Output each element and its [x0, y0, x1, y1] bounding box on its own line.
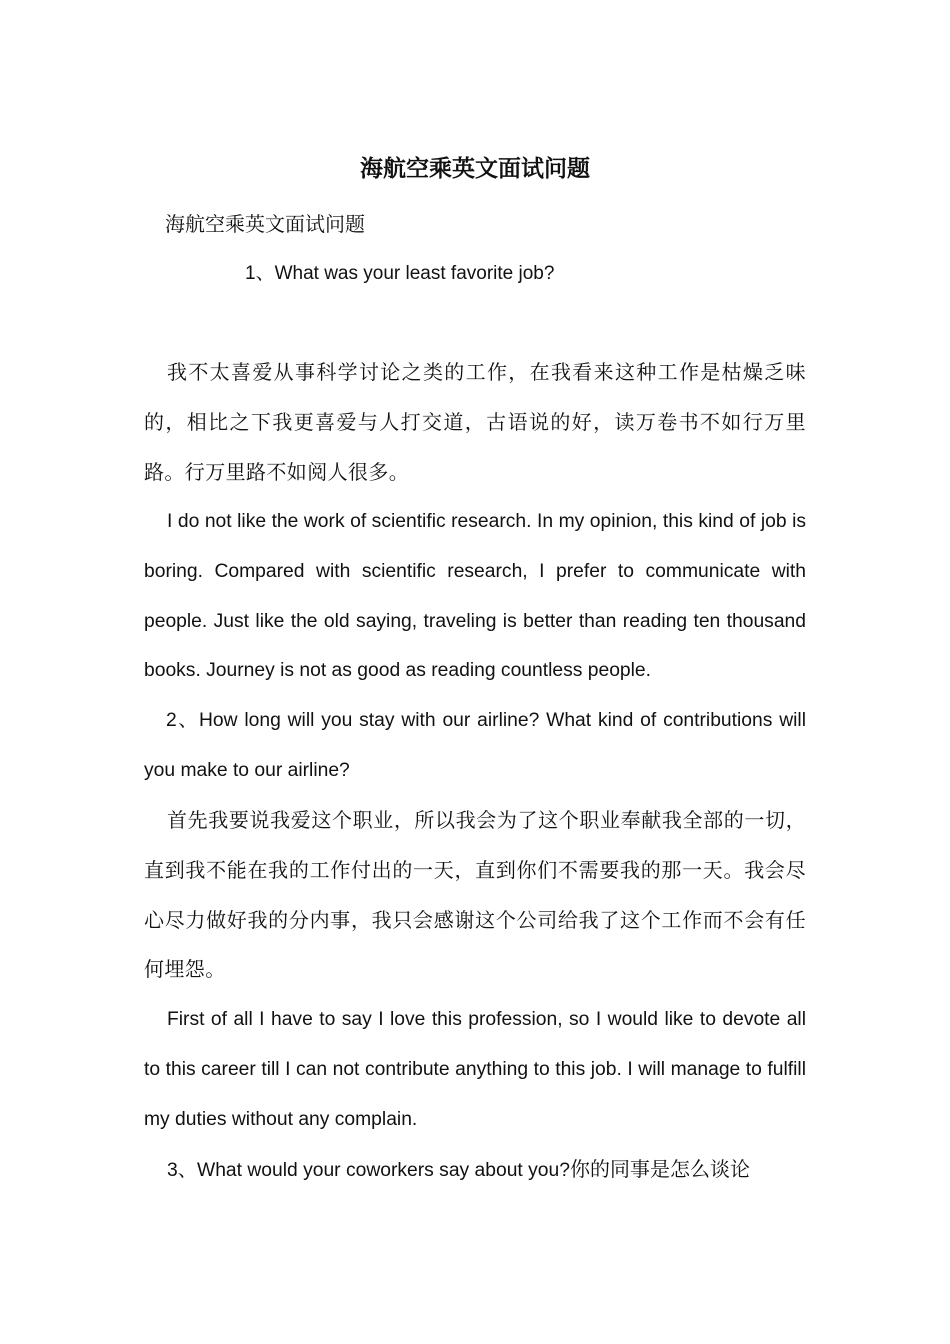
- question-3-english: 3、What would your coworkers say about you?: [167, 1160, 570, 1181]
- answer-2-chinese: 首先我要说我爱这个职业，所以我会为了这个职业奉献我全部的一切，直到我不能在我的工作付出的一天，直到你们不需要我的那一天。我会尽心尽力做好我的分内事，我只会感谢这个公司给我了这个工作而不会有任何埋怨。: [144, 808, 806, 982]
- document-title: 海航空乘英文面试问题: [360, 155, 590, 182]
- answer-2-english: First of all I have to say I love this profession, so I would like to devote all to this career till I can not contribute anything to this job. I will manage to fulfill my duties without any complain.: [144, 1009, 806, 1130]
- answer-1-english: I do not like the work of scientific research. In my opinion, this kind of job is boring. Compared with scientific research, I prefer to communicate with people. Just like the old saying, traveling is better than reading ten thousand books. Journey is not as good as reading countless people.: [144, 511, 806, 682]
- question-2: 2、How long will you stay with our airline? What kind of contributions will you make to our airline?: [144, 710, 806, 781]
- answer-1-chinese: 我不太喜爱从事科学讨论之类的工作，在我看来这种工作是枯燥乏味的，相比之下我更喜爱与人打交道，古语说的好，读万卷书不如行万里路。行万里路不如阅人很多。: [144, 360, 806, 484]
- document-subtitle: 海航空乘英文面试问题: [165, 212, 365, 236]
- question-3-chinese: 你的同事是怎么谈论: [569, 1157, 750, 1181]
- question-3: [167, 1152, 807, 1188]
- question-1: 1、What was your least favorite job?: [245, 263, 555, 284]
